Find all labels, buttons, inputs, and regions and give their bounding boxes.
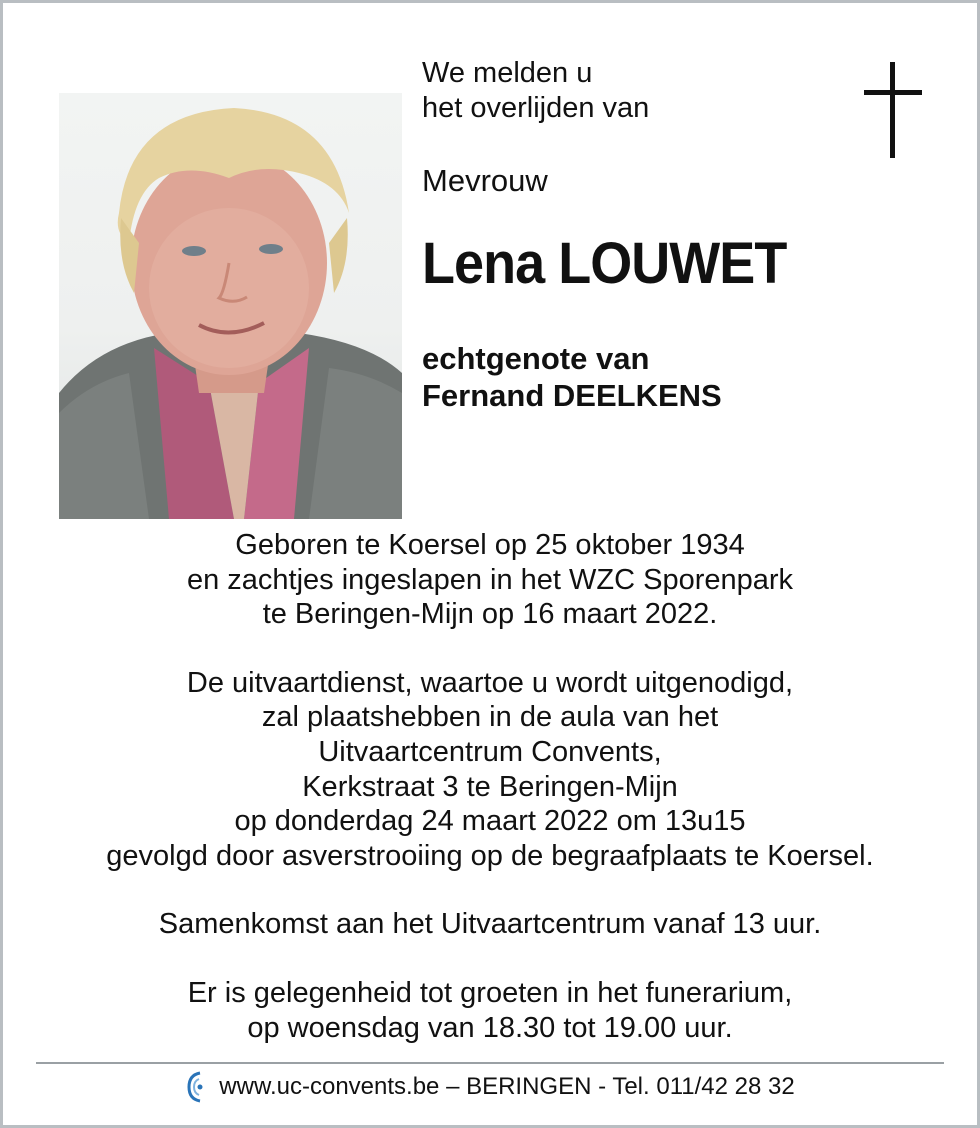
portrait-photo (59, 93, 402, 519)
spouse-line-2: Fernand DEELKENS (422, 378, 722, 413)
text-line: Uitvaartcentrum Convents, (318, 735, 662, 768)
deceased-name: Lena LOUWET (422, 231, 787, 296)
text-line: gevolgd door asverstrooiing op de begraafplaats te Koersel. (106, 839, 874, 872)
text-line: en zachtjes ingeslapen in het WZC Sporenpark (186, 563, 794, 596)
spouse-block (422, 340, 722, 414)
footer (0, 1067, 980, 1107)
text-line: Er is gelegenheid tot groeten in het funerarium, (187, 976, 793, 1009)
birth-paragraph (40, 528, 940, 632)
footer-divider (36, 1062, 944, 1064)
text-line: Kerkstraat 3 te Beringen-Mijn (302, 770, 678, 803)
honorific-title: Mevrouw (422, 163, 548, 198)
text-line: op donderdag 24 maart 2022 om 13u15 (234, 805, 746, 838)
portrait-illustration (59, 93, 402, 519)
footer-contact-text[interactable]: www.uc-convents.be – BERINGEN - Tel. 011/42 28 32 (219, 1073, 795, 1100)
gathering-paragraph (40, 907, 940, 942)
uc-convents-logo-icon (185, 1069, 207, 1105)
text-line: op woensdag van 18.30 tot 19.00 uur. (247, 1011, 733, 1044)
latin-cross-icon (864, 62, 922, 160)
announcement-body (40, 528, 940, 1079)
intro-line-2: het overlijden van (422, 92, 650, 124)
visitation-paragraph (40, 976, 940, 1045)
text-line: zal plaatshebben in de aula van het (261, 701, 719, 734)
text-line: te Beringen-Mijn op 16 maart 2022. (262, 598, 718, 631)
text-line: Geboren te Koersel op 25 oktober 1934 (235, 529, 745, 561)
funeral-paragraph (40, 666, 940, 874)
intro-line-1: We melden u (422, 57, 593, 89)
text-line: Samenkomst aan het Uitvaartcentrum vanaf 13 uur. (158, 908, 822, 941)
announcement-intro (422, 56, 649, 126)
text-line: De uitvaartdienst, waartoe u wordt uitgenodigd, (186, 666, 794, 699)
spouse-line-1: echtgenote van (422, 341, 650, 376)
